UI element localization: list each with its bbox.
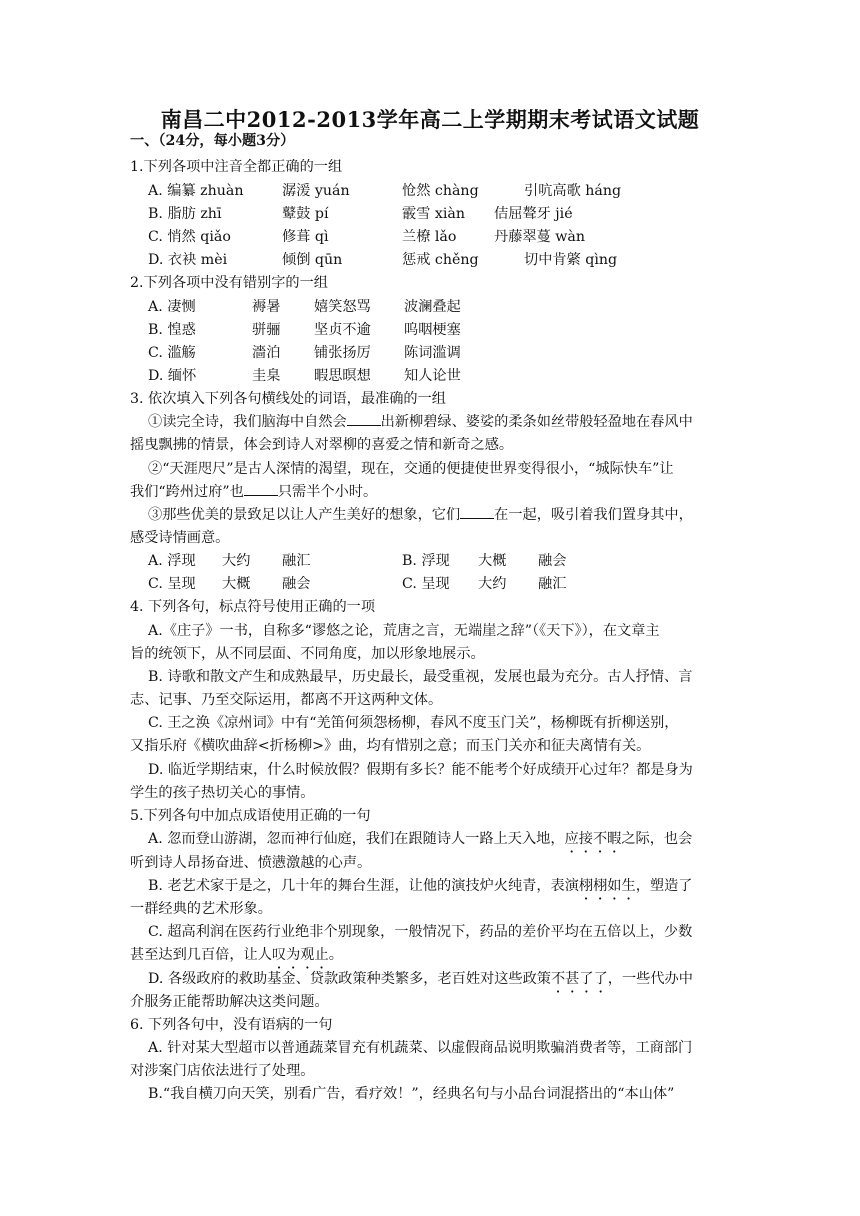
q1-option-c-4: 丹藤翠蔓 wàn [494, 229, 585, 245]
page-title: 南昌二中2012-2013学年高二上学期期末考试语文试题 [160, 107, 700, 132]
q2-option-d-4: 知人论世 [404, 368, 461, 384]
q3-option-b-1: B. 浮现 [402, 553, 450, 569]
q6-line-3: B.“我自横刀向天笑，别看广告，看疗效！”，经典名句与小品台词混搭出的“本山体” [148, 1086, 675, 1102]
q3-option-c-3: 融会 [282, 576, 311, 592]
q2-option-d-1: D. 缅怀 [148, 368, 197, 384]
q3-sentence-3 [148, 506, 693, 524]
question-2-stem: 2.下列各项中没有错别字的一组 [130, 275, 328, 291]
q3-sentence-1 [148, 413, 693, 431]
q2-option-b-2: 骈骊 [252, 322, 281, 338]
q2-option-b-3: 坚贞不逾 [314, 322, 371, 338]
question-6-stem: 6. 下列各句中，没有语病的一句 [130, 1017, 333, 1033]
dotted-idiom-d [551, 971, 608, 987]
q4-line-8: 学生的孩子热切关心的事情。 [130, 785, 315, 801]
q3-option-a-3: 融汇 [282, 553, 311, 569]
q5-c-text-2: 甚至达到几百倍，让人 [130, 947, 272, 963]
idiom-char: 接 [578, 831, 593, 847]
q5-b-text-2: ，塑造了 [635, 878, 693, 894]
q5-option-d [148, 970, 693, 988]
q2-option-d-3: 暇思暝想 [314, 368, 371, 384]
fill-blank-2[interactable] [244, 483, 278, 496]
q1-option-a-3: 怆然 chàng [402, 183, 479, 199]
q1-option-b-4: 佶屈聱牙 jié [494, 206, 573, 222]
q5-a-cont: 听到诗人昂扬奋进、愤懑激越的心声。 [130, 855, 372, 871]
q4-line-1: A.《庄子》一书，自称多“谬悠之论，荒唐之言，无端崖之辞”（《天下》），在文章主 [148, 623, 660, 639]
idiom-char: 暇 [607, 831, 622, 847]
q5-c-text-3: 。 [328, 947, 343, 963]
q5-a-text-2: 之际，也会 [621, 831, 693, 847]
question-3-stem: 3. 依次填入下列各句横线处的词语，最准确的一组 [130, 391, 446, 407]
q3-option-c-1: C. 呈现 [148, 576, 196, 592]
idiom-char: 观 [300, 947, 315, 963]
q1-option-d-4: 切中肯綮 qìng [524, 252, 618, 268]
idiom-char: 应 [564, 831, 579, 847]
q3-sentence-3-cont: 感受诗情画意。 [130, 530, 230, 546]
q3-sentence-2: ②“天涯咫尺”是古人深情的渴望，现在，交通的便捷使世界变得很小，“城际快车”让 [148, 461, 674, 477]
q2-option-c-2: 濇泊 [252, 345, 281, 361]
q4-line-2: 旨的统领下，从不同层面、不同角度，加以形象地展示。 [130, 646, 485, 662]
question-1-stem: 1.下列各项中注音全都正确的一组 [130, 159, 343, 175]
q3-option-a-1: A. 浮现 [148, 553, 196, 569]
q5-d-text-1: D. 各级政府的救助基金、贷款政策种类繁多，老百姓对这些政策 [148, 971, 551, 987]
q1-option-c-3: 兰橑 lǎo [402, 229, 457, 245]
q2-option-a-1: A. 凄恻 [148, 299, 196, 315]
q1-option-b-1: B. 脂肪 zhī [148, 206, 222, 222]
idiom-char: 如 [607, 878, 622, 894]
q2-option-a-3: 嬉笑怒骂 [314, 299, 371, 315]
q5-b-cont: 一群经典的艺术形象。 [130, 901, 272, 917]
idiom-char: 栩 [578, 878, 594, 894]
q3-sentence-2-part-c: 只需半个小时。 [277, 484, 378, 500]
q6-line-2: 对涉案门店依法进行了处理。 [130, 1063, 315, 1079]
idiom-char: 生 [621, 878, 636, 894]
q1-option-c-2: 修葺 qì [282, 229, 329, 245]
q1-option-d-3: 惩戒 chěng [402, 252, 479, 268]
q2-option-c-4: 陈词滥调 [404, 345, 461, 361]
q2-option-a-4: 波澜叠起 [404, 299, 461, 315]
idiom-char: 了 [593, 971, 608, 987]
q1-option-b-3: 霰雪 xiàn [402, 206, 466, 222]
idiom-char: 栩 [593, 878, 608, 894]
q3-sentence-1-part-b: 出新柳碧绿、婆娑的柔条如丝带般轻盈地在春风中 [380, 414, 693, 430]
q4-line-7: D. 临近学期结束，什么时候放假？假期有多长？能不能考个好成绩开心过年？都是身为 [148, 762, 693, 778]
q3-option-d-2: 大约 [478, 576, 507, 592]
q1-option-d-2: 倾倒 qūn [282, 252, 343, 268]
idiom-char: 止 [314, 947, 329, 963]
q3-sentence-1-part-a: ①读完全诗，我们脑海中自然会 [148, 414, 347, 430]
q3-sentence-3-part-b: 在一起，吸引着我们置身其中， [494, 507, 693, 523]
idiom-char: 了 [579, 971, 594, 987]
q1-option-c-1: C. 悄然 qiǎo [148, 229, 231, 245]
q2-option-a-2: 褥暑 [252, 299, 281, 315]
q1-option-b-2: 鼙鼓 pí [282, 206, 329, 222]
q6-line-1: A. 针对某大型超市以普通蔬菜冒充有机蔬菜、以虚假商品说明欺骗消费者等，工商部门 [148, 1040, 693, 1056]
q4-line-5: C. 王之涣《凉州词》中有“羌笛何须怨杨柳，春风不度玉门关”，杨柳既有折柳送别， [148, 715, 679, 731]
fill-blank-3[interactable] [460, 506, 494, 519]
q3-sentence-3-part-a: ③那些优美的景致足以让人产生美好的想象，它们 [148, 507, 461, 523]
q5-option-b [148, 877, 692, 895]
idiom-char: 甚 [565, 971, 580, 987]
idiom-char: 叹 [271, 947, 287, 963]
q4-line-6: 又指乐府《横吹曲辞<折杨柳>》曲，均有惜别之意；而玉门关亦和征夫离情有关。 [130, 738, 651, 754]
q1-option-a-4: 引吭高歌 háng [524, 183, 622, 199]
q2-option-d-2: 圭臬 [252, 368, 281, 384]
question-5-stem: 5.下列各句中加点成语使用正确的一句 [130, 808, 371, 824]
q2-option-b-4: 呜咽梗塞 [404, 322, 461, 338]
q3-option-d-3: 融汇 [538, 576, 567, 592]
q1-option-d-1: D. 衣袂 mèi [148, 252, 228, 268]
q1-option-a-1: A. 编纂 zhuàn [148, 183, 244, 199]
q5-option-c: C. 超高利润在医药行业绝非个别现象，一般情况下，药品的差价平均在五倍以上，少数 [148, 924, 693, 940]
q3-option-a-2: 大约 [222, 553, 251, 569]
fill-blank-1[interactable] [347, 413, 381, 426]
q3-option-c-2: 大概 [222, 576, 251, 592]
idiom-char: 不 [592, 831, 608, 847]
q4-line-4: 志、记事、乃至交际运用，都离不开这两种文体。 [130, 692, 443, 708]
q3-sentence-2-part-b: 我们“跨州过府”也 [130, 484, 244, 500]
q3-sentence-1-cont: 摇曳飘拂的情景，体会到诗人对翠柳的喜爱之情和新奇之感。 [130, 437, 514, 453]
question-4-stem: 4. 下列各句，标点符号使用正确的一项 [130, 599, 376, 615]
q3-option-d-1: C. 呈现 [402, 576, 450, 592]
q2-option-c-1: C. 滥觞 [148, 345, 196, 361]
q5-b-text-1: B. 老艺术家于是之，几十年的舞台生涯，让他的演技炉火纯青，表演 [148, 878, 579, 894]
q4-line-3: B. 诗歌和散文产生和成熟最早，历史最长，最受重视，发展也最为充分。古人抒情、言 [148, 669, 693, 685]
dotted-idiom-b [579, 878, 636, 894]
q5-d-cont: 介服务正能帮助解决这类问题。 [130, 994, 329, 1010]
q1-option-a-2: 潺湲 yuán [282, 183, 350, 199]
dotted-idiom-c [272, 947, 329, 963]
q5-d-text-2: ，一些代办中 [607, 971, 693, 987]
q3-sentence-2-cont [130, 483, 377, 501]
q2-option-b-1: B. 惶惑 [148, 322, 196, 338]
dotted-idiom-a [565, 831, 622, 847]
q5-a-text-1: A. 忽而登山游湖，忽而神行仙庭，我们在跟随诗人一路上天入地， [148, 831, 565, 847]
q3-option-b-2: 大概 [478, 553, 507, 569]
q5-option-a [148, 830, 692, 848]
idiom-char: 为 [286, 947, 301, 963]
idiom-char: 不 [550, 971, 566, 987]
q5-c-cont [130, 946, 343, 964]
q2-option-c-3: 铺张扬厉 [314, 345, 371, 361]
section-heading: 一、（24分，每小题3分） [130, 133, 295, 149]
q3-option-b-3: 融会 [538, 553, 567, 569]
